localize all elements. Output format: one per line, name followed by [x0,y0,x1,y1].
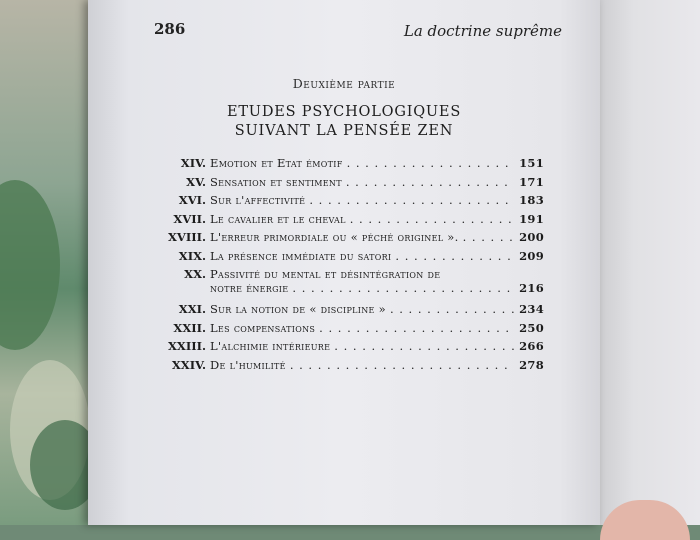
chapter-page: 209 [519,248,544,263]
chapter-page: 171 [519,174,544,189]
page-header [88,20,600,44]
chapter-number: XXIII. [168,339,206,353]
chapter-number: XIV. [180,156,206,170]
chapter-number: XXI. [178,302,206,316]
chapter-page: 191 [519,211,544,226]
section-title [88,103,600,141]
toc-entry [144,321,544,340]
toc-entry [144,156,544,175]
chapter-page: 266 [519,339,544,353]
book-page [88,0,600,525]
chapter-number: XXIV. [171,357,206,372]
chapter-title: Sur l'affectivité [210,193,306,207]
chapter-page: 200 [519,230,544,244]
toc-entry [144,358,544,377]
chapter-number: XVI. [178,193,206,207]
chapter-page: 250 [519,320,544,335]
chapter-title-continued: notre énergie [210,281,289,295]
chapter-title: La présence immédiate du satori [210,248,392,263]
running-title: La doctrine suprême [403,22,562,40]
toc-entry [144,230,544,249]
toc-entry [144,267,544,302]
chapter-title: L'erreur primordiale ou « péché originel ». [210,230,459,244]
background-foliage [0,180,60,350]
chapter-page: 216 [519,281,544,295]
chapter-title: Le cavalier et le cheval [210,211,346,226]
chapter-title: Sur la notion de « discipline » [210,302,386,316]
chapter-number: XVII. [173,211,206,226]
chapter-number: XX. [184,267,206,281]
chapter-title: Passivité du mental et désintégration de [210,267,441,281]
chapter-number: XIX. [178,248,206,263]
facing-page [590,0,700,525]
chapter-page: 183 [519,193,544,207]
toc-entry [144,249,544,268]
table-of-contents [144,156,544,376]
toc-entry [144,212,544,231]
toc-entry [144,193,544,212]
part-label: Deuxième partie [292,76,396,91]
chapter-page: 234 [519,302,544,316]
page-number: 286 [154,20,186,38]
chapter-number: XXII. [173,320,206,335]
chapter-page: 278 [519,357,544,372]
chapter-title: Sensation et sentiment [210,174,342,189]
chapter-title: L'alchimie intérieure [210,339,331,353]
chapter-title: Emotion et Etat émotif [210,156,343,170]
toc-entry [144,302,544,321]
chapter-number: XVIII. [168,230,206,244]
chapter-page: 151 [519,156,544,170]
toc-entry [144,339,544,358]
toc-entry [144,175,544,194]
chapter-number: XV. [186,174,206,189]
chapter-title: Les compensations [210,320,316,335]
chapter-title: De l'humilité [210,357,286,372]
section-title-line: SUIVANT LA PENSÉE ZEN [234,123,454,139]
section-title-line: ETUDES PSYCHOLOGIQUES [226,104,462,120]
